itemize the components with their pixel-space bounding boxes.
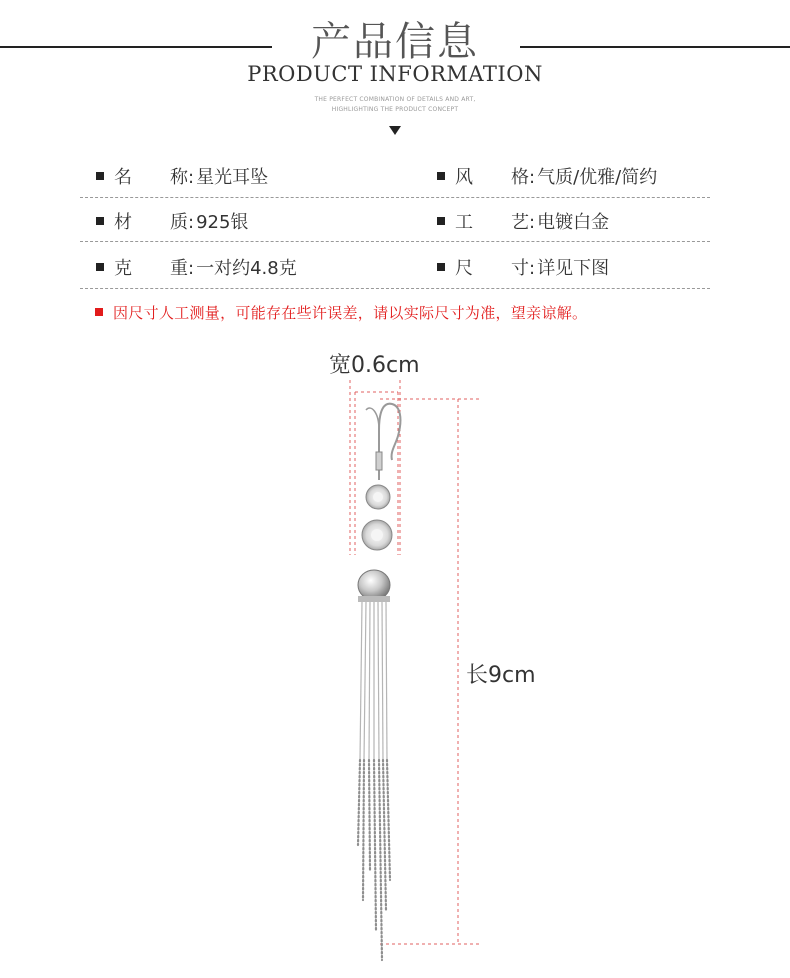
spec-label-a: 风 (455, 167, 473, 188)
spec-value: 星光耳坠 (196, 167, 269, 188)
spec-label-a: 名 (114, 167, 132, 188)
bead-cap (358, 570, 390, 600)
spec-value: 气质/优雅/简约 (537, 167, 658, 188)
spec-label-a: 尺 (455, 258, 473, 279)
page-subtitle: PRODUCT INFORMATION (247, 62, 543, 86)
spec-label-b: 质: (170, 212, 195, 233)
tassel-strands (360, 602, 387, 760)
bead-chains (358, 760, 390, 960)
note-text: 因尺寸人工测量，可能存在些许误差，请以实际尺寸为准，望亲谅解。 (113, 303, 588, 322)
spec-label-a: 材 (114, 212, 132, 233)
spec-label-b: 艺: (511, 212, 536, 233)
length-label: 长9cm (466, 663, 536, 688)
spec-value: 925银 (196, 212, 249, 233)
spec-label-b: 重: (170, 258, 195, 279)
page-title: 产品信息 (311, 19, 479, 65)
spec-value: 一对约4.8克 (196, 258, 297, 279)
spec-label-b: 格: (511, 167, 536, 188)
spec-label-b: 寸: (511, 258, 536, 279)
gem-bottom (362, 520, 392, 550)
length-guide (380, 399, 482, 944)
hook (366, 404, 400, 480)
cap-collar (358, 596, 390, 602)
spec-label-a: 克 (114, 258, 132, 279)
tagline-line-1: THE PERFECT COMBINATION OF DETAILS AND ART, (314, 96, 476, 103)
tagline-line-2: HIGHLIGHTING THE PRODUCT CONCEPT (331, 106, 459, 113)
spec-value: 电镀白金 (537, 212, 610, 233)
gem-top (366, 485, 390, 509)
spec-label-a: 工 (455, 212, 473, 233)
width-label: 宽0.6cm (329, 353, 420, 378)
spec-label-b: 称: (170, 167, 195, 188)
spec-value: 详见下图 (537, 258, 610, 279)
